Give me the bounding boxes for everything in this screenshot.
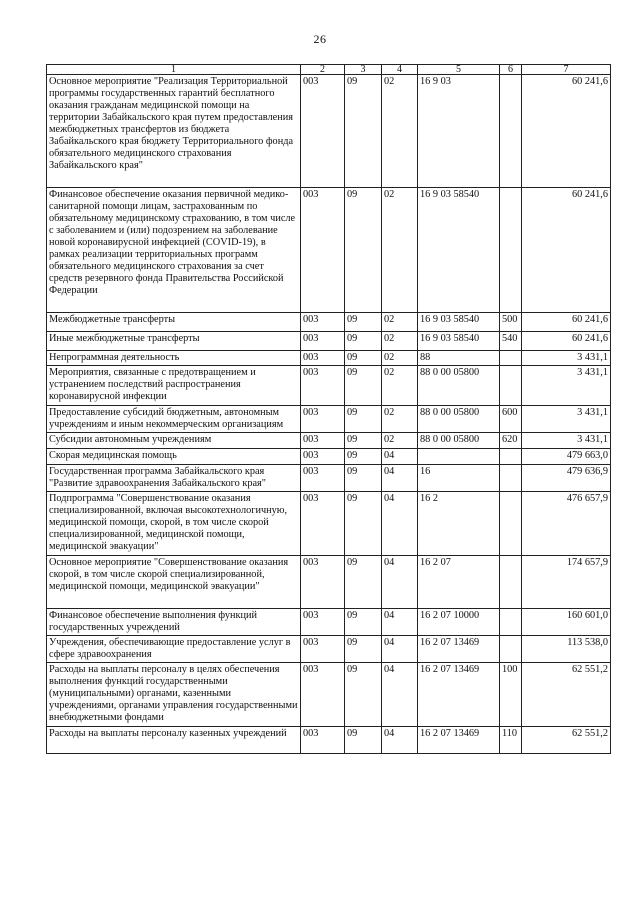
table-row [47,75,611,188]
row-section-code: 09 [345,366,382,406]
row-ministry-code: 003 [301,332,345,351]
table-row [47,406,611,433]
row-ministry-code: 003 [301,609,345,636]
table-body [47,75,611,754]
row-name: Иные межбюджетные трансферты [47,332,301,351]
row-amount: 3 431,1 [522,351,611,366]
row-ministry-code: 003 [301,465,345,492]
row-expense-type-code: 540 [500,332,522,351]
row-ministry-code: 003 [301,351,345,366]
row-subsection-code: 02 [382,406,418,433]
row-target-code: 16 9 03 58540 [418,332,500,351]
row-section-code: 09 [345,449,382,465]
table-row [47,366,611,406]
row-section-code: 09 [345,663,382,727]
row-section-code: 09 [345,75,382,188]
row-amount: 3 431,1 [522,366,611,406]
table-row [47,663,611,727]
row-subsection-code: 02 [382,188,418,313]
header-col-5: 5 [418,65,500,75]
row-amount: 174 657,9 [522,556,611,609]
row-expense-type-code [500,609,522,636]
row-target-code [418,449,500,465]
row-name: Непрограммная деятельность [47,351,301,366]
row-expense-type-code [500,351,522,366]
row-target-code: 88 0 00 05800 [418,366,500,406]
row-amount: 476 657,9 [522,492,611,556]
row-subsection-code: 02 [382,366,418,406]
row-target-code: 16 2 [418,492,500,556]
row-expense-type-code: 500 [500,313,522,332]
page-number: 26 [313,32,327,46]
row-section-code: 09 [345,313,382,332]
row-target-code: 16 2 07 10000 [418,609,500,636]
table-row [47,188,611,313]
header-col-7: 7 [522,65,611,75]
row-ministry-code: 003 [301,188,345,313]
row-subsection-code: 04 [382,663,418,727]
header-col-1: 1 [47,65,301,75]
row-section-code: 09 [345,492,382,556]
row-amount: 60 241,6 [522,313,611,332]
row-target-code: 88 0 00 05800 [418,433,500,449]
table-row [47,636,611,663]
row-section-code: 09 [345,188,382,313]
row-amount: 479 663,0 [522,449,611,465]
row-expense-type-code: 100 [500,663,522,727]
row-name: Финансовое обеспечение выполнения функций государственных учреждений [47,609,301,636]
table-row [47,556,611,609]
table-row [47,727,611,754]
row-amount: 479 636,9 [522,465,611,492]
row-target-code: 88 0 00 05800 [418,406,500,433]
row-subsection-code: 04 [382,556,418,609]
row-ministry-code: 003 [301,663,345,727]
row-name: Расходы на выплаты персоналу казенных учреждений [47,727,301,754]
row-target-code: 16 2 07 13469 [418,727,500,754]
table-row [47,465,611,492]
header-col-3: 3 [345,65,382,75]
row-name: Подпрограмма "Совершенствование оказания специализированной, включая высокотехнологичную, медицинской помощи, скорой, в том числе скорой специализированной, медицинской помощи, медицинской эвакуации" [47,492,301,556]
header-col-6: 6 [500,65,522,75]
row-ministry-code: 003 [301,313,345,332]
row-section-code: 09 [345,351,382,366]
table-row [47,313,611,332]
row-amount: 62 551,2 [522,663,611,727]
row-ministry-code: 003 [301,636,345,663]
row-subsection-code: 02 [382,332,418,351]
table-row [47,332,611,351]
row-name: Финансовое обеспечение оказания первичной медико-санитарной помощи лицам, застрахованным по обязательному медицинскому страхованию, в том числе с заболеванием и (или) подозрением на заболевание новой коронавирусной инфекцией (COVID-19), в рамках реализации территориальных программ обязательного медицинского страхования за счет средств резервного фонда Правительства Российской Федерации [47,188,301,313]
row-expense-type-code [500,465,522,492]
budget-table [46,64,611,754]
row-expense-type-code [500,492,522,556]
row-target-code: 16 9 03 58540 [418,188,500,313]
row-name: Межбюджетные трансферты [47,313,301,332]
row-expense-type-code: 110 [500,727,522,754]
header-col-2: 2 [301,65,345,75]
row-target-code: 16 9 03 [418,75,500,188]
row-name: Скорая медицинская помощь [47,449,301,465]
table-row [47,492,611,556]
row-name: Государственная программа Забайкальского края "Развитие здравоохранения Забайкальского края" [47,465,301,492]
row-expense-type-code: 620 [500,433,522,449]
header-row [47,65,611,75]
row-subsection-code: 04 [382,636,418,663]
row-subsection-code: 04 [382,465,418,492]
row-subsection-code: 04 [382,492,418,556]
row-target-code: 16 9 03 58540 [418,313,500,332]
row-section-code: 09 [345,406,382,433]
row-amount: 160 601,0 [522,609,611,636]
row-amount: 60 241,6 [522,75,611,188]
row-ministry-code: 003 [301,366,345,406]
row-section-code: 09 [345,465,382,492]
row-expense-type-code [500,636,522,663]
row-target-code: 16 2 07 13469 [418,663,500,727]
row-name: Субсидии автономным учреждениям [47,433,301,449]
row-subsection-code: 02 [382,351,418,366]
row-ministry-code: 003 [301,75,345,188]
row-target-code: 16 2 07 [418,556,500,609]
row-expense-type-code: 600 [500,406,522,433]
row-target-code: 16 [418,465,500,492]
row-section-code: 09 [345,433,382,449]
row-expense-type-code [500,188,522,313]
row-expense-type-code [500,366,522,406]
table-row [47,449,611,465]
row-name: Основное мероприятие "Реализация Территориальной программы государственных гарантий бесплатного оказания гражданам медицинской помощи на территории Забайкальского края путем предоставления межбюджетных трансфертов из бюджета Забайкальского края бюджету Территориального фонда обязательного медицинского страхования Забайкальского края" [47,75,301,188]
row-name: Учреждения, обеспечивающие предоставление услуг в сфере здравоохранения [47,636,301,663]
table-row [47,351,611,366]
row-target-code: 16 2 07 13469 [418,636,500,663]
table-row [47,433,611,449]
row-ministry-code: 003 [301,433,345,449]
row-subsection-code: 04 [382,727,418,754]
row-name: Мероприятия, связанные с предотвращением и устранением последствий распространения коронавирусной инфекции [47,366,301,406]
table-header [47,65,611,75]
row-section-code: 09 [345,556,382,609]
row-name: Предоставление субсидий бюджетным, автономным учреждениям и иным некоммерческим организациям [47,406,301,433]
header-col-4: 4 [382,65,418,75]
row-subsection-code: 02 [382,433,418,449]
row-section-code: 09 [345,636,382,663]
row-amount: 62 551,2 [522,727,611,754]
row-amount: 113 538,0 [522,636,611,663]
row-amount: 3 431,1 [522,406,611,433]
row-ministry-code: 003 [301,406,345,433]
row-section-code: 09 [345,609,382,636]
row-expense-type-code [500,75,522,188]
row-expense-type-code [500,449,522,465]
row-name: Основное мероприятие "Совершенствование оказания скорой, в том числе скорой специализированной, медицинской помощи, медицинской эвакуации" [47,556,301,609]
row-subsection-code: 02 [382,313,418,332]
row-ministry-code: 003 [301,556,345,609]
row-ministry-code: 003 [301,492,345,556]
row-subsection-code: 04 [382,609,418,636]
row-amount: 60 241,6 [522,332,611,351]
row-subsection-code: 02 [382,75,418,188]
row-name: Расходы на выплаты персоналу в целях обеспечения выполнения функций государственными (муниципальными) органами, казенными учреждениями, органами управления государственными внебюджетными фондами [47,663,301,727]
row-section-code: 09 [345,727,382,754]
row-section-code: 09 [345,332,382,351]
row-ministry-code: 003 [301,449,345,465]
row-subsection-code: 04 [382,449,418,465]
row-ministry-code: 003 [301,727,345,754]
table-row [47,609,611,636]
row-target-code: 88 [418,351,500,366]
row-amount: 3 431,1 [522,433,611,449]
row-expense-type-code [500,556,522,609]
row-amount: 60 241,6 [522,188,611,313]
